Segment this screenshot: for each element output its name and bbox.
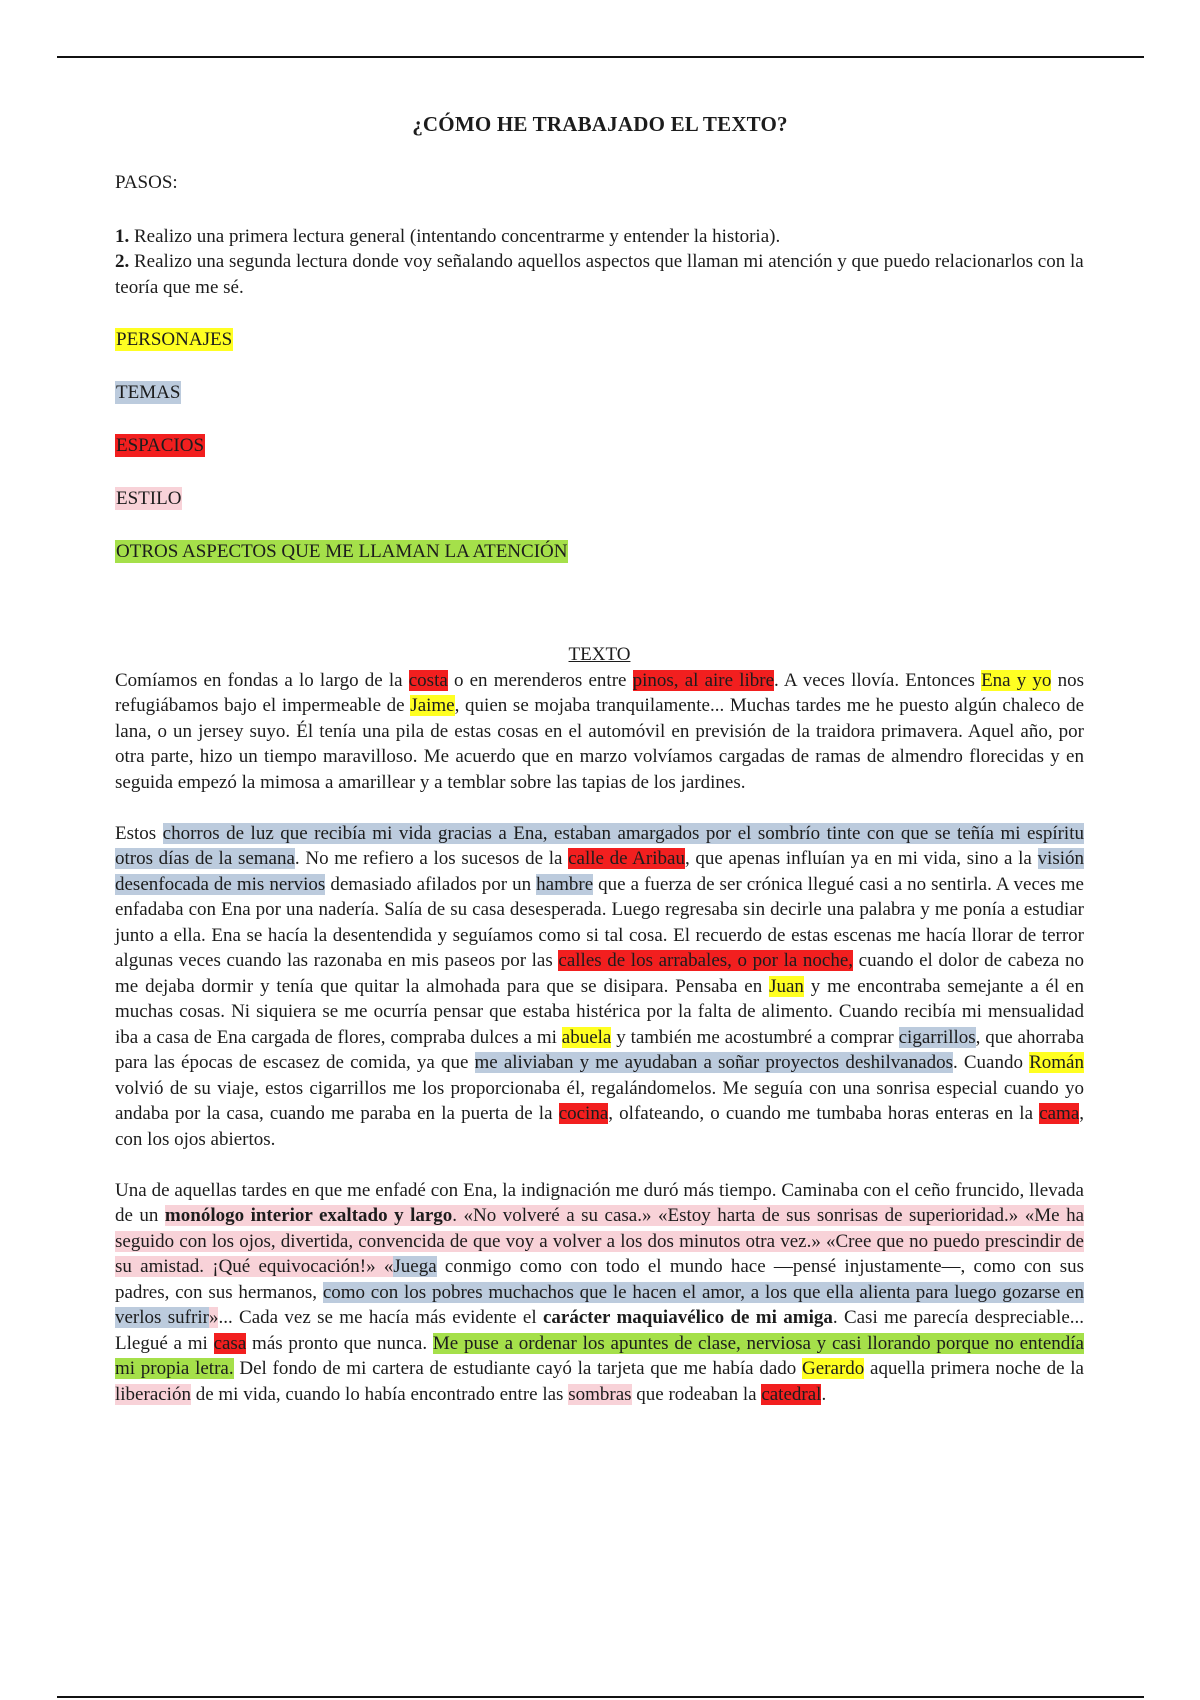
document-body bbox=[115, 170, 1084, 1433]
texto-heading: TEXTO bbox=[568, 644, 631, 665]
text-segment: y me encontraba semejante a él en muchas cosas. Ni siquiera se me ocurría pensar que estaba histérica por la falta de alimento. Cuando recibía mi mensualidad iba a casa de Ena cargada de flores, compraba dulces a mi bbox=[115, 975, 1084, 1048]
personaje-highlight: Jaime bbox=[410, 695, 455, 716]
pasos-label: PASOS: bbox=[115, 172, 178, 193]
tema-highlight: visión desenfocada de mis nervios bbox=[115, 848, 1084, 895]
step-text: Realizo una segunda lectura donde voy señalando aquellos aspectos que llaman mi atención y que puedo relacionarlos con la teoría que me sé. bbox=[115, 251, 1084, 298]
text-segment: Una de aquellas tardes en que me enfadé con Ena, la indignación me duró más tiempo. Caminaba con el ceño fruncido, llevada de un bbox=[115, 1179, 1084, 1226]
legend-label-personajes: PERSONAJES bbox=[116, 329, 233, 350]
highlight-legend bbox=[115, 327, 1084, 592]
legend-item-estilo bbox=[115, 486, 1084, 539]
personaje-highlight: Ena y yo bbox=[981, 669, 1052, 691]
top-rule bbox=[57, 56, 1144, 58]
text-segment: cuando el dolor de cabeza no me dejaba dormir y tenía que quitar la almohada para que se disipara. Pensaba en bbox=[115, 950, 1084, 997]
text-segment: . A veces llovía. Entonces bbox=[774, 669, 982, 691]
text-segment: nos refugiábamos bajo el impermeable de bbox=[115, 669, 1084, 716]
step-item bbox=[115, 249, 1084, 300]
text-segment: . No me refiero a los sucesos de la bbox=[294, 848, 569, 869]
estilo-highlight: » bbox=[208, 1307, 219, 1328]
text-segment: volvió de su viaje, estos cigarrillos me los proporcionaba él, regalándomelos. Me seguía con una sonrisa especial cuando yo andaba por la casa, cuando me paraba en la puerta de la bbox=[115, 1077, 1084, 1124]
text-segment: , quien se mojaba tranquilamente... Muchas tardes me he puesto algún chaleco de lana, o un jersey suyo. Él tenía una pila de estas cosas en el automóvil en previsión de la traidora primavera. Aquel año, por otra parte, hizo un tiempo maravilloso. Me acuerdo que en marzo volvíamos cargadas de ramas de almendro florecidas y en seguida empezó la mimosa a amarillear y a temblar sobre las tapias de los jardines. bbox=[115, 695, 1084, 793]
text-paragraph bbox=[115, 668, 1084, 796]
tema-highlight: me aliviaban y me ayudaban a soñar proyectos deshilvanados bbox=[474, 1052, 953, 1073]
step-number: 1. bbox=[115, 225, 130, 247]
tema-highlight: Juega bbox=[393, 1256, 437, 1277]
text-segment: aquella primera noche de la bbox=[864, 1358, 1084, 1379]
legend-label-espacios: ESPACIOS bbox=[116, 435, 205, 456]
legend-label-temas: TEMAS bbox=[116, 382, 181, 403]
text-segment: . Cuando bbox=[952, 1052, 1030, 1073]
step-item bbox=[115, 224, 1084, 250]
estilo-highlight: sombras bbox=[568, 1383, 632, 1405]
estilo-highlight: liberación bbox=[115, 1383, 191, 1405]
text-paragraph bbox=[115, 1178, 1084, 1408]
text-segment: que rodeaban la bbox=[631, 1383, 762, 1405]
tema-highlight: cigarrillos bbox=[898, 1026, 976, 1048]
bottom-rule bbox=[57, 1696, 1144, 1698]
legend-item-espacios bbox=[115, 433, 1084, 486]
espacio-highlight: cocina bbox=[558, 1103, 609, 1124]
personaje-highlight: Román bbox=[1029, 1052, 1084, 1073]
estilo-highlight: monólogo interior exaltado y largo bbox=[164, 1205, 453, 1226]
text-segment: . bbox=[821, 1383, 827, 1405]
tema-highlight: como con los pobres muchachos que le hacen el amor, a los que ella alienta para luego gozarse en verlos sufrir bbox=[115, 1281, 1084, 1328]
text-segment: , con los ojos abiertos. bbox=[115, 1103, 1084, 1150]
legend-label-estilo: ESTILO bbox=[116, 488, 182, 509]
text-segment: más pronto que nunca. bbox=[246, 1332, 433, 1354]
espacio-highlight: calle de Aribau bbox=[568, 848, 685, 869]
text-segment: Estos bbox=[115, 822, 163, 844]
step-text: Realizo una primera lectura general (intentando concentrarme y entender la historia). bbox=[129, 225, 781, 247]
personaje-highlight: Gerardo bbox=[802, 1358, 865, 1379]
espacio-highlight: casa bbox=[213, 1332, 247, 1354]
legend-item-otros bbox=[115, 539, 1084, 592]
espacio-highlight: pinos, al aire libre bbox=[632, 669, 775, 691]
text-segment: Del fondo de mi cartera de estudiante cayó la tarjeta que me había dado bbox=[233, 1358, 803, 1379]
section-spacer bbox=[115, 592, 1084, 642]
page-title: ¿CÓMO HE TRABAJADO EL TEXTO? bbox=[412, 112, 788, 136]
text-paragraph bbox=[115, 821, 1084, 1153]
espacio-highlight: cama bbox=[1039, 1103, 1080, 1124]
step-number: 2. bbox=[115, 251, 130, 272]
text-segment: demasiado afilados por un bbox=[325, 873, 537, 895]
text-segment: . Casi me parecía despreciable... Llegué a mi bbox=[115, 1307, 1084, 1354]
text-segment: o en merenderos entre bbox=[447, 669, 633, 691]
espacio-highlight: catedral bbox=[761, 1383, 822, 1405]
legend-item-temas bbox=[115, 380, 1084, 433]
text-segment: , que apenas influían ya en mi vida, sino a la bbox=[684, 848, 1038, 869]
text-segment: Comíamos en fondas a lo largo de la bbox=[115, 669, 409, 691]
personaje-highlight: abuela bbox=[561, 1026, 612, 1048]
personaje-highlight: Juan bbox=[769, 975, 804, 997]
legend-item-personajes bbox=[115, 327, 1084, 380]
tema-highlight: chorros de luz que recibía mi vida gracias a Ena, estaban amargados por el sombrío tinte con que se teñía mi espíritu otros días de la semana bbox=[115, 822, 1084, 869]
tema-highlight: hambre bbox=[536, 873, 594, 895]
text-segment: conmigo como con todo el mundo hace —pensé injustamente—, como con sus padres, con sus hermanos, bbox=[115, 1256, 1084, 1303]
text-segment: , olfateando, o cuando me tumbaba horas enteras en la bbox=[608, 1103, 1040, 1124]
estilo-highlight: . «No volveré a su casa.» «Estoy harta de sus sonrisas de superioridad.» «Me ha seguido con los ojos, divertida, convencida de que voy a volver a los dos minutos otra vez.» «Cree que no puedo prescindir de su amistad. ¡Qué equivocación!» « bbox=[115, 1205, 1084, 1277]
espacio-highlight: costa bbox=[408, 669, 448, 691]
otros-highlight: Me puse a ordenar los apuntes de clase, nerviosa y casi llorando porque no entendía mi propia letra. bbox=[115, 1332, 1084, 1379]
text-segment: y también me acostumbré a comprar bbox=[611, 1026, 899, 1048]
bold-text: carácter maquiavélico de mi amiga bbox=[542, 1307, 833, 1328]
legend-label-otros: OTROS ASPECTOS QUE ME LLAMAN LA ATENCIÓN bbox=[116, 541, 568, 562]
text-segment: que a fuerza de ser crónica llegué casi a no sentirla. A veces me enfadaba con Ena por una nadería. Salía de su casa desesperada. Luego regresaba sin decirle una palabra y me ponía a estudiar junto a ella. Ena se hacía la desentendida y seguíamos como si tal cosa. El recuerdo de estas escenas me hacía llorar de terror algunas veces cuando las razonaba en mis paseos por las bbox=[115, 873, 1084, 971]
text-segment: , que ahorraba para las épocas de escasez de comida, ya que bbox=[115, 1026, 1085, 1073]
text-segment: ... Cada vez se me hacía más evidente el bbox=[218, 1307, 543, 1328]
espacio-highlight: calles de los arrabales, o por la noche, bbox=[558, 950, 854, 971]
text-segment: de mi vida, cuando lo había encontrado entre las bbox=[190, 1383, 569, 1405]
